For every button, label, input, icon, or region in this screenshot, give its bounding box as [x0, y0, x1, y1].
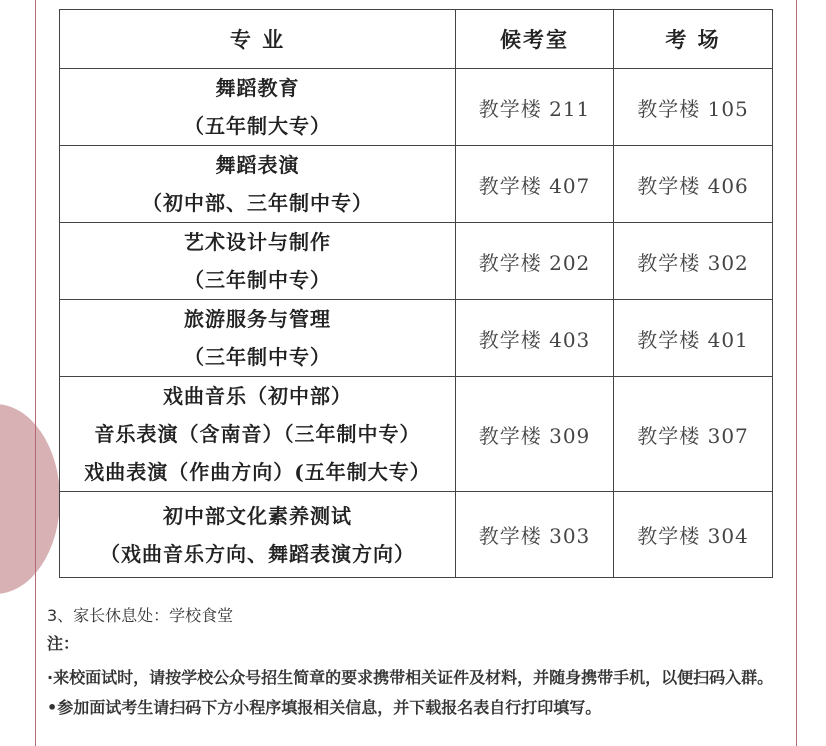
waiting-room-cell: 教学楼 202	[456, 223, 614, 300]
exam-room-cell: 教学楼 406	[614, 146, 773, 223]
waiting-room-cell: 教学楼 303	[456, 492, 614, 578]
major-line: （三年制中专）	[184, 345, 331, 369]
table-row	[60, 300, 773, 377]
major-line: 戏曲表演（作曲方向）(五年制大专）	[84, 460, 431, 484]
waiting-room-cell: 教学楼 403	[456, 300, 614, 377]
major-line: 戏曲音乐（初中部）	[163, 384, 352, 408]
major-line: （初中部、三年制中专）	[142, 191, 373, 215]
major-line: （三年制中专）	[184, 268, 331, 292]
major-cell	[60, 492, 456, 578]
decorative-circle	[0, 404, 60, 594]
major-cell	[60, 300, 456, 377]
exam-room-cell: 教学楼 401	[614, 300, 773, 377]
note-item: •参加面试考生请扫码下方小程序填报相关信息，并下载报名表自行打印填写。	[47, 698, 602, 717]
waiting-room-cell: 教学楼 309	[456, 377, 614, 492]
exam-room-cell: 教学楼 105	[614, 69, 773, 146]
header-exam-room: 考 场	[614, 10, 773, 69]
major-line: 艺术设计与制作	[184, 230, 331, 254]
major-line: 初中部文化素养测试	[163, 503, 352, 528]
table-row	[60, 69, 773, 146]
major-line: 音乐表演（含南音）（三年制中专）	[94, 422, 421, 446]
exam-room-cell: 教学楼 302	[614, 223, 773, 300]
major-line: 旅游服务与管理	[184, 307, 331, 331]
major-line: （戏曲音乐方向、舞蹈表演方向）	[100, 541, 415, 566]
header-waiting-room: 候考室	[456, 10, 614, 69]
table-row	[60, 223, 773, 300]
exam-schedule-table	[59, 9, 773, 578]
major-line: 舞蹈表演	[215, 153, 300, 177]
exam-room-cell: 教学楼 304	[614, 492, 773, 578]
note-item: ·来校面试时，请按学校公众号招生简章的要求携带相关证件及材料，并随身携带手机，以便扫码入群。	[47, 668, 774, 687]
right-border-line	[796, 0, 797, 746]
major-cell	[60, 223, 456, 300]
major-cell	[60, 146, 456, 223]
major-cell	[60, 69, 456, 146]
left-border-line	[35, 0, 36, 746]
major-line: 舞蹈教育	[215, 76, 300, 100]
major-line: （五年制大专）	[184, 114, 331, 138]
header-major: 专 业	[60, 10, 456, 69]
table-row	[60, 492, 773, 578]
exam-room-cell: 教学楼 307	[614, 377, 773, 492]
parent-rest-area-text: 3、家长休息处：学校食堂	[47, 606, 234, 625]
notes-section	[47, 602, 787, 721]
table-row	[60, 377, 773, 492]
table-row	[60, 146, 773, 223]
waiting-room-cell: 教学楼 211	[456, 69, 614, 146]
major-cell	[60, 377, 456, 492]
table-header-row	[60, 10, 773, 69]
note-label: 注：	[47, 634, 80, 653]
waiting-room-cell: 教学楼 407	[456, 146, 614, 223]
